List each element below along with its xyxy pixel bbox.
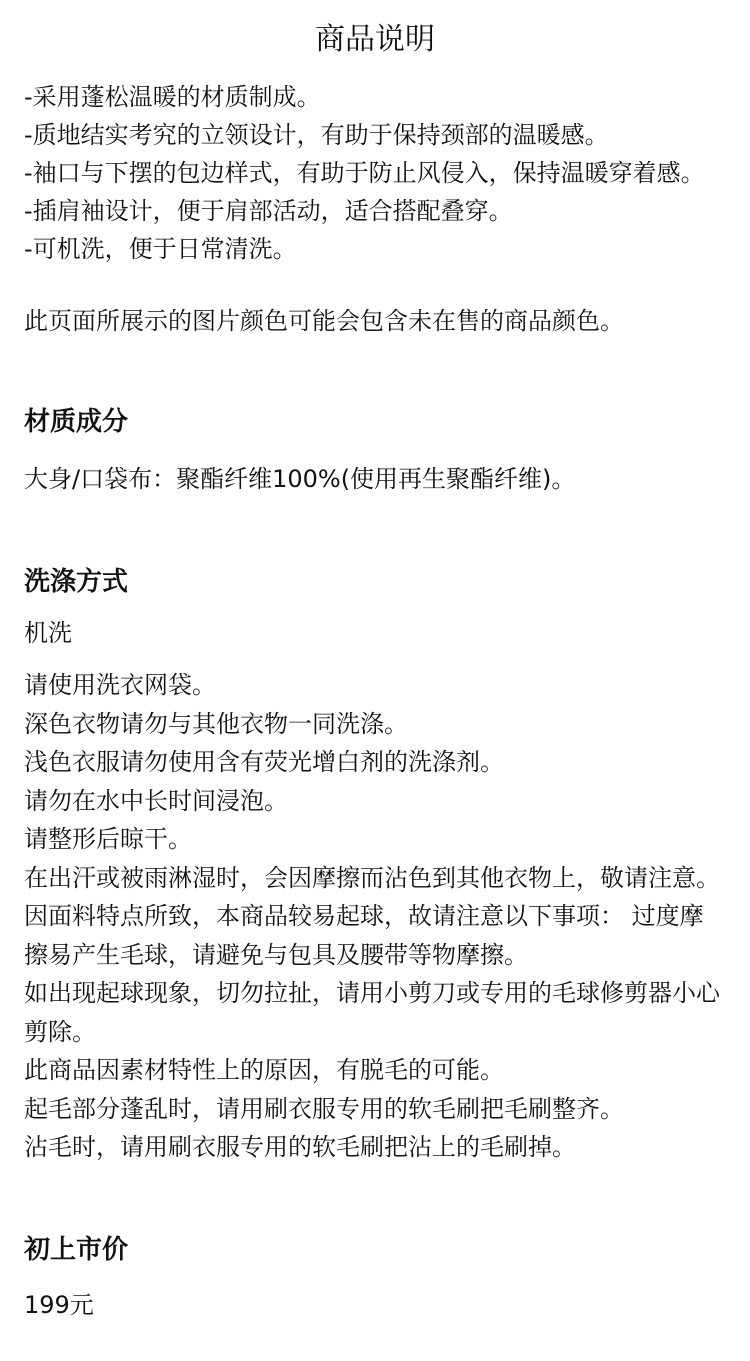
- care-instruction: 深色衣物请勿与其他衣物一同洗涤。: [24, 709, 408, 738]
- care-instruction: 此商品因素材特性上的原因，有脱毛的可能。: [24, 1056, 504, 1084]
- price-value: 199元: [24, 1290, 94, 1319]
- care-instruction: 沾毛时，请用刷衣服专用的软毛刷把沾上的毛刷掉。: [24, 1133, 576, 1161]
- care-instruction: 请勿在水中长时间浸泡。: [24, 786, 288, 815]
- feature-item: -可机洗，便于日常清洗。: [24, 235, 297, 263]
- feature-item: -插肩袖设计，便于肩部活动，适合搭配叠穿。: [24, 197, 513, 225]
- feature-item: -质地结实考究的立领设计，有助于保持颈部的温暖感。: [24, 121, 609, 149]
- washing-heading: 洗涤方式: [24, 567, 129, 597]
- care-instruction: 在出汗或被雨淋湿时，会因摩擦而沾色到其他衣物上，敬请注意。: [24, 863, 720, 892]
- care-instruction: 因面料特点所致，本商品较易起球，故请注意以下事项： 过度摩擦易产生毛球，请避免与包具及腰带等物摩擦。: [24, 902, 704, 969]
- page-title: 商品说明: [315, 22, 435, 57]
- care-instruction: 如出现起球现象，切勿拉扯，请用小剪刀或专用的毛球修剪器小心剪除。: [24, 979, 720, 1046]
- price-section: [24, 1230, 726, 1324]
- feature-item: -采用蓬松温暖的材质制成。: [24, 83, 321, 111]
- care-instruction: 浅色衣服请勿使用含有荧光增白剂的洗涤剂。: [24, 748, 504, 776]
- care-instruction: 请使用洗衣网袋。: [24, 671, 216, 699]
- material-text: 大身/口袋布：聚酯纤维100%(使用再生聚酯纤维)。: [24, 465, 576, 493]
- washing-method: 机洗: [24, 619, 72, 647]
- feature-item: -袖口与下摆的包边样式，有助于防止风侵入，保持温暖穿着感。: [24, 159, 705, 187]
- color-note: 此页面所展示的图片颜色可能会包含未在售的商品颜色。: [24, 307, 624, 335]
- care-instruction: 起毛部分蓬乱时，请用刷衣服专用的软毛刷把毛刷整齐。: [24, 1094, 624, 1123]
- washing-section: [24, 562, 726, 1167]
- price-heading: 初上市价: [24, 1234, 129, 1265]
- material-heading: 材质成分: [24, 407, 129, 437]
- feature-list: [24, 78, 726, 268]
- care-instruction-list: [24, 666, 726, 1167]
- care-instruction: 请整形后晾干。: [24, 825, 192, 853]
- material-section: [24, 402, 726, 498]
